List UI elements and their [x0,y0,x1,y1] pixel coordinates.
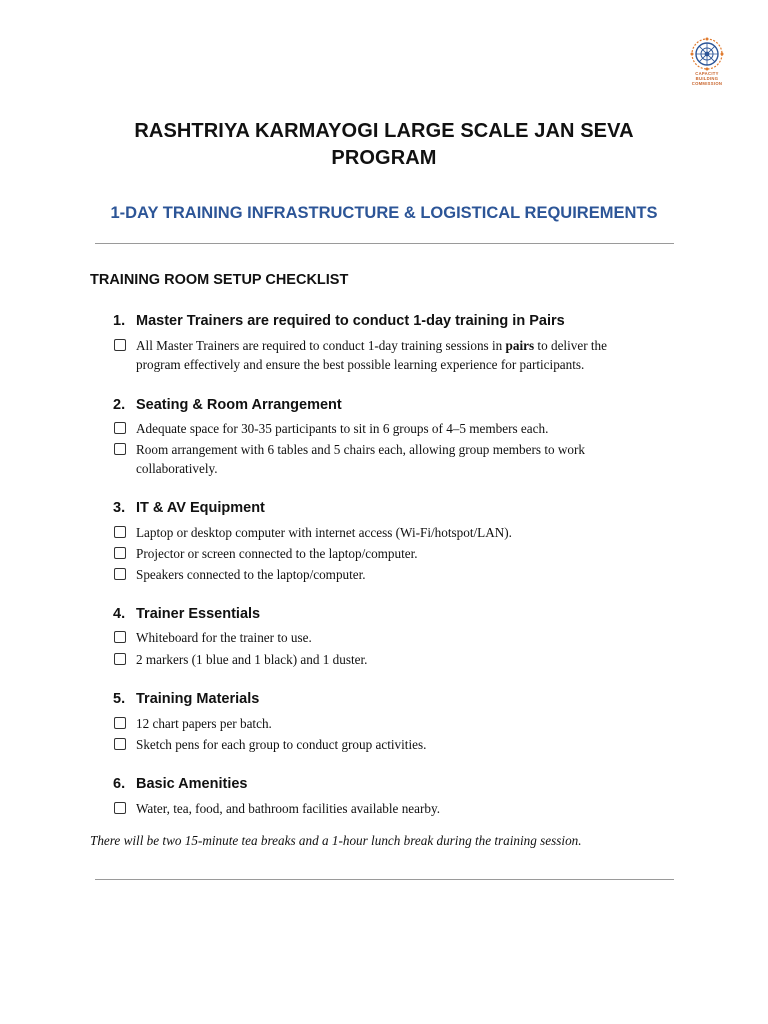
section-6-heading [113,775,247,793]
checklist-item[interactable] [114,714,654,733]
document-title [60,118,708,172]
title-line-2: PROGRAM [331,147,437,169]
checklist-item-text: Sketch pens for each group to conduct group activities. [136,737,427,752]
checkbox[interactable] [114,738,126,750]
checklist-item[interactable] [114,799,654,818]
checklist-item[interactable] [114,565,654,584]
checklist-item[interactable] [114,523,654,542]
checklist-item-text: 2 markers (1 blue and 1 black) and 1 duster. [136,652,368,667]
checkbox[interactable] [114,653,126,665]
section-number: 6. [113,776,126,792]
emphasis-text: pairs [505,338,535,353]
title-line-1: RASHTRIYA KARMAYOGI LARGE SCALE JAN SEVA [134,120,634,142]
checklist-item-text: 12 chart papers per batch. [136,716,272,731]
checklist-item[interactable] [114,544,654,563]
checklist-item-text: Adequate space for 30-35 participants to sit in 6 groups of 4–5 members each. [136,421,549,436]
checklist-item-text: Room arrangement with 6 tables and 5 chairs each, allowing group members to work collaboratively. [136,442,585,476]
checkbox[interactable] [114,717,126,729]
section-number: 5. [113,691,126,707]
checklist-item-text: Whiteboard for the trainer to use. [136,630,312,645]
section-2-heading [113,396,342,414]
logo-caption-line-1: CAPACITY [695,71,719,76]
checklist-item[interactable] [114,419,654,438]
checkbox[interactable] [114,422,126,434]
checklist-heading: TRAINING ROOM SETUP CHECKLIST [90,272,349,288]
checklist-item[interactable] [114,735,654,754]
checkbox[interactable] [114,568,126,580]
section-number: 2. [113,397,126,413]
section-title: Basic Amenities [136,776,248,792]
checkbox[interactable] [114,631,126,643]
section-number: 4. [113,606,126,622]
document-subtitle: 1-DAY TRAINING INFRASTRUCTURE & LOGISTICAL REQUIREMENTS [110,204,658,222]
checkbox[interactable] [114,547,126,559]
emblem-icon [689,36,725,72]
checkbox[interactable] [114,339,126,351]
footer-note: There will be two 15-minute tea breaks and a 1-hour lunch break during the training session. [90,833,582,848]
bottom-divider [95,879,674,880]
section-1-heading [113,312,565,330]
capacity-building-commission-logo [689,36,725,96]
logo-caption-line-2: BUILDING [695,75,719,81]
checklist-item-text: Laptop or desktop computer with internet access (Wi-Fi/hotspot/LAN). [136,525,512,540]
section-title: Training Materials [136,691,260,707]
checkbox[interactable] [114,526,126,538]
section-title: Trainer Essentials [136,606,261,622]
section-title: Seating & Room Arrangement [136,397,342,413]
top-divider [95,243,674,244]
checklist-item-text: Water, tea, food, and bathroom facilities available nearby. [136,801,441,816]
section-number: 3. [113,500,126,516]
checklist-item-text: All Master Trainers are required to conduct 1-day training sessions in pairs to deliver the program effectively and ensure the best possible learning experience for participants. [136,338,607,372]
section-5-heading [113,690,259,708]
logo-caption-line-3: COMMISSION [691,80,723,86]
section-4-heading [113,605,260,623]
checkbox[interactable] [114,443,126,455]
checklist-item[interactable] [114,650,654,669]
checkbox[interactable] [114,802,126,814]
checklist-item-text: Speakers connected to the laptop/computer. [136,567,366,582]
checklist-item-text: Projector or screen connected to the laptop/computer. [136,546,418,561]
section-3-heading [113,499,265,517]
section-number: 1. [113,313,126,329]
checklist-item[interactable] [114,440,654,478]
checklist-item[interactable] [114,336,654,374]
section-title: IT & AV Equipment [136,500,265,516]
checklist-item[interactable] [114,628,654,647]
section-title: Master Trainers are required to conduct 1-day training in Pairs [136,313,565,329]
